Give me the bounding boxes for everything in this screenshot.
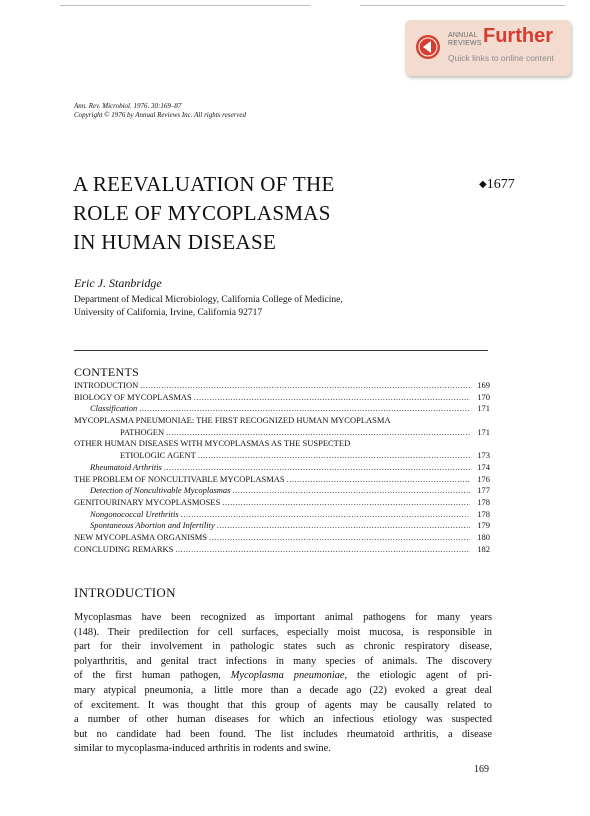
toc-leader (194, 392, 470, 404)
toc-row[interactable] (74, 415, 490, 427)
toc-leader (140, 380, 470, 392)
further-badge[interactable] (405, 20, 571, 76)
toc-leader (232, 485, 470, 497)
article-code-number: 1677 (486, 177, 515, 192)
toc-label: NEW MYCOPLASMA ORGANISMS (74, 531, 208, 542)
toc-page: 171 (477, 403, 490, 414)
toc-row[interactable] (74, 497, 490, 509)
toc-leader (175, 544, 470, 556)
introduction-body (74, 611, 492, 757)
toc-label: BIOLOGY OF MYCOPLASMAS (74, 391, 192, 402)
toc-page: 170 (477, 391, 490, 402)
badge-brand-line2: REVIEWS (448, 40, 482, 47)
badge-subtitle: Quick links to online content (448, 53, 554, 63)
toc-label: MYCOPLASMA PNEUMONIAE: THE FIRST RECOGNIZED HUMAN MYCOPLASMA (74, 415, 391, 426)
toc-row[interactable] (74, 544, 490, 556)
toc-label: OTHER HUMAN DISEASES WITH MYCOPLASMAS AS THE SUSPECTED (74, 438, 351, 449)
toc-label: Classification (90, 403, 138, 414)
toc-row[interactable] (74, 509, 490, 521)
toc-row[interactable] (74, 485, 490, 497)
back-arrow-icon (415, 34, 441, 60)
toc-label: Detection of Noncultivable Mycoplasmas (90, 485, 231, 496)
toc-leader (209, 532, 470, 544)
body-line: mary atypical pneumonia, a little more than a decade ago (22) evoked a great deal (74, 684, 492, 696)
body-line: similar to mycoplasma-induced arthritis in rodents and swine. (74, 743, 331, 755)
badge-further: Further (483, 25, 553, 47)
body-line: Mycoplasmas have been recognized as important animal pathogens for many years (74, 612, 492, 623)
toc-row[interactable] (74, 438, 490, 450)
toc-page: 179 (477, 520, 490, 531)
toc-leader (164, 462, 470, 474)
toc-page: 178 (477, 508, 490, 519)
top-rule-right (360, 5, 565, 6)
diamond-icon: ◆ (479, 179, 487, 190)
body-line: a number of other human diseases for which an infectious etiology was suspected (74, 714, 492, 726)
title-line: ROLE OF MYCOPLASMAS (73, 201, 331, 225)
body-line: polyarthritis, and genital tract infections in many species of animals. The discovery (74, 655, 492, 667)
toc-row[interactable] (74, 462, 490, 474)
toc-leader (287, 474, 470, 486)
author-name: Eric J. Stanbridge (74, 276, 162, 290)
toc-leader (217, 520, 470, 532)
affiliation-line: Department of Medical Microbiology, California College of Medicine, (74, 295, 343, 305)
toc-page: 169 (477, 380, 490, 390)
toc-leader (139, 403, 470, 415)
title-line: IN HUMAN DISEASE (73, 230, 277, 254)
toc-label: Nongonococcal Urethritis (90, 508, 179, 519)
journal-info (74, 102, 246, 120)
section-divider (74, 350, 488, 351)
body-line: of the first human pathogen, Mycoplasma pneumoniae, the etiologic agent of pri- (74, 670, 492, 682)
toc-label: INTRODUCTION (74, 380, 139, 390)
toc-leader (181, 509, 470, 521)
toc-page: 174 (477, 461, 490, 472)
page-number: 169 (474, 764, 489, 775)
toc-label: ETIOLOGIC AGENT (120, 450, 196, 461)
toc-row[interactable] (74, 532, 490, 544)
toc-page: 177 (477, 485, 490, 496)
badge-brand-line1: ANNUAL (448, 32, 478, 39)
body-line: of excitement. It was thought that this group of agents may be causally related to (74, 699, 492, 711)
table-of-contents (74, 380, 490, 555)
toc-row[interactable] (74, 520, 490, 532)
toc-label: Spontaneous Abortion and Infertility (90, 520, 215, 531)
journal-citation: Ann. Rev. Microbiol. 1976. 30:169–87 (74, 102, 182, 110)
toc-page: 176 (477, 473, 490, 484)
title-line: A REEVALUATION OF THE (73, 172, 335, 196)
contents-heading: CONTENTS (74, 365, 140, 379)
toc-label: PATHOGEN (120, 426, 165, 437)
body-line: part for their involvement in pathologic states such as chronic respiratory disease, (74, 641, 492, 653)
toc-page: 180 (477, 531, 490, 542)
toc-leader (222, 497, 470, 509)
toc-leader (198, 450, 470, 462)
author-affiliation (74, 294, 343, 320)
toc-row[interactable] (74, 450, 490, 462)
toc-label: THE PROBLEM OF NONCULTIVABLE MYCOPLASMAS (74, 473, 285, 484)
toc-page: 171 (477, 426, 490, 437)
toc-label: CONCLUDING REMARKS (74, 543, 174, 554)
article-code (479, 177, 515, 193)
affiliation-line: University of California, Irvine, California 92717 (74, 308, 263, 318)
toc-label: GENITOURINARY MYCOPLASMOSES (74, 496, 221, 507)
badge-brand (448, 32, 482, 48)
top-rule-left (60, 5, 310, 6)
toc-page: 178 (477, 496, 490, 507)
toc-label: Rheumatoid Arthritis (90, 461, 162, 472)
toc-row[interactable] (74, 427, 490, 439)
body-line: (148). Their predilection for cell surfaces, especially moist mucosa, is responsible in (74, 626, 492, 638)
species-name: Mycoplasma pneumoniae (230, 670, 345, 682)
toc-page: 173 (477, 450, 490, 461)
toc-row[interactable] (74, 403, 490, 415)
introduction-heading: INTRODUCTION (74, 585, 176, 600)
toc-leader (166, 427, 470, 439)
journal-copyright: Copyright © 1976 by Annual Reviews Inc. All rights reserved (74, 111, 246, 119)
body-line: but no candidate had been found. The list includes rheumatoid arthritis, a disease (74, 728, 492, 740)
toc-row[interactable] (74, 380, 490, 392)
toc-row[interactable] (74, 474, 490, 486)
toc-page: 182 (477, 543, 490, 554)
toc-row[interactable] (74, 392, 490, 404)
article-title (73, 170, 335, 257)
